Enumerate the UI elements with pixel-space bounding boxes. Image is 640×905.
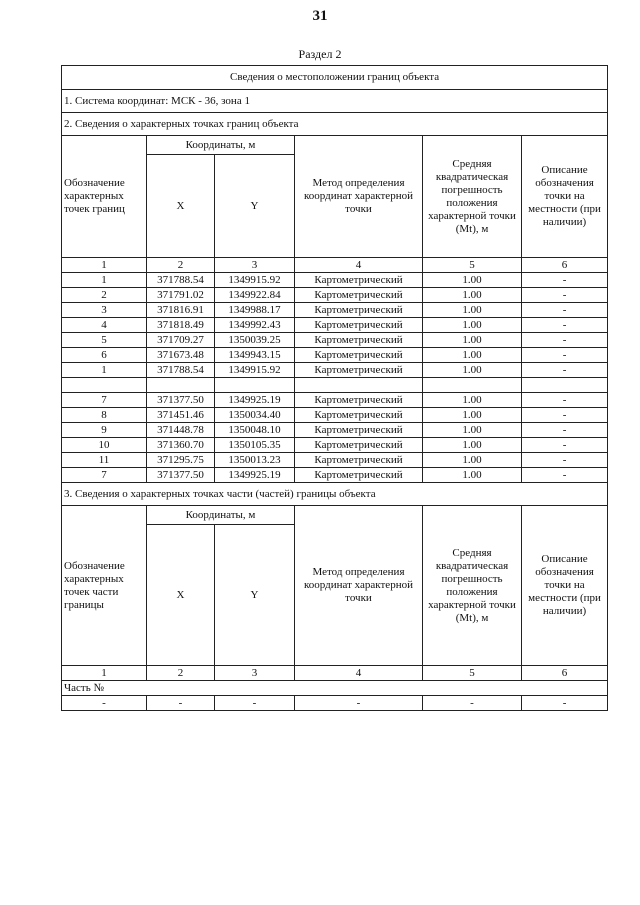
part-cell: - — [522, 696, 608, 711]
table-row — [62, 408, 608, 423]
x-header: X — [147, 155, 215, 258]
empty-cell — [215, 378, 295, 393]
section3-header-row — [62, 506, 608, 525]
x-coordinate: 371788.54 — [147, 363, 215, 378]
table-row — [62, 273, 608, 288]
table-row — [62, 696, 608, 711]
table-row — [62, 468, 608, 483]
table-row — [62, 423, 608, 438]
part-label: Часть № — [62, 681, 608, 696]
table-row — [62, 303, 608, 318]
accuracy-cell: 1.00 — [423, 423, 522, 438]
x-coordinate: 371788.54 — [147, 273, 215, 288]
accuracy-cell: 1.00 — [423, 288, 522, 303]
coords-header: Координаты, м — [147, 506, 295, 525]
description-cell: - — [522, 408, 608, 423]
y-coordinate: 1349943.15 — [215, 348, 295, 363]
coord-system: 1. Система координат: МСК - 36, зона 1 — [62, 90, 608, 113]
x-coordinate: 371360.70 — [147, 438, 215, 453]
part-cell: - — [423, 696, 522, 711]
empty-cell — [423, 378, 522, 393]
section3-title: 3. Сведения о характерных точках части (частей) границы объекта — [62, 483, 608, 506]
part-cell: - — [62, 696, 147, 711]
contour-separator-row — [62, 378, 608, 393]
y-coordinate: 1349992.43 — [215, 318, 295, 333]
column-numbers-row — [62, 258, 608, 273]
empty-cell — [147, 378, 215, 393]
section-label: Раздел 2 — [298, 47, 342, 61]
x-coordinate: 371673.48 — [147, 348, 215, 363]
coord-system-row — [62, 90, 608, 113]
accuracy-cell: 1.00 — [423, 453, 522, 468]
y-coordinate: 1350039.25 — [215, 333, 295, 348]
section3-title-row — [62, 483, 608, 506]
section2-col-number: 2 — [147, 258, 215, 273]
description-header: Описание обозначения точки на местности (при наличии) — [522, 136, 608, 258]
y-coordinate: 1349925.19 — [215, 393, 295, 408]
table-row — [62, 288, 608, 303]
y-coordinate: 1350105.35 — [215, 438, 295, 453]
accuracy-cell: 1.00 — [423, 363, 522, 378]
y-coordinate: 1349988.17 — [215, 303, 295, 318]
x-coordinate: 371451.46 — [147, 408, 215, 423]
accuracy-cell: 1.00 — [423, 468, 522, 483]
point-number: 4 — [62, 318, 147, 333]
empty-cell — [522, 378, 608, 393]
section3-col-number: 4 — [295, 666, 423, 681]
part-cell: - — [147, 696, 215, 711]
section2-col-number: 6 — [522, 258, 608, 273]
designation-header: Обозначение характерных точек границ — [62, 136, 147, 258]
accuracy-cell: 1.00 — [423, 273, 522, 288]
x-header: X — [147, 525, 215, 666]
description-cell: - — [522, 363, 608, 378]
method-header: Метод определения координат характерной точки — [295, 506, 423, 666]
section2-col-number: 1 — [62, 258, 147, 273]
point-number: 3 — [62, 303, 147, 318]
point-number: 10 — [62, 438, 147, 453]
table-row — [62, 393, 608, 408]
x-coordinate: 371295.75 — [147, 453, 215, 468]
empty-cell — [62, 378, 147, 393]
description-cell: - — [522, 393, 608, 408]
section3-col-number: 6 — [522, 666, 608, 681]
method-cell: Картометрический — [295, 288, 423, 303]
x-coordinate: 371818.49 — [147, 318, 215, 333]
accuracy-header: Средняя квадратическая погрешность положения характерной точки (Mt), м — [423, 506, 522, 666]
y-header: Y — [215, 525, 295, 666]
point-number: 7 — [62, 393, 147, 408]
method-cell: Картометрический — [295, 438, 423, 453]
x-coordinate: 371791.02 — [147, 288, 215, 303]
description-cell: - — [522, 453, 608, 468]
column-numbers-row — [62, 666, 608, 681]
x-coordinate: 371709.27 — [147, 333, 215, 348]
y-coordinate: 1349915.92 — [215, 363, 295, 378]
point-number: 8 — [62, 408, 147, 423]
section2-title-row — [62, 113, 608, 136]
table-row — [62, 333, 608, 348]
method-cell: Картометрический — [295, 303, 423, 318]
section3-col-number: 1 — [62, 666, 147, 681]
x-coordinate: 371377.50 — [147, 393, 215, 408]
table-row — [62, 348, 608, 363]
method-cell: Картометрический — [295, 363, 423, 378]
part-label-row — [62, 681, 608, 696]
boundaries-table — [61, 65, 608, 711]
point-number: 9 — [62, 423, 147, 438]
method-cell: Картометрический — [295, 273, 423, 288]
description-cell: - — [522, 333, 608, 348]
method-cell: Картометрический — [295, 333, 423, 348]
method-cell: Картометрический — [295, 468, 423, 483]
table-row — [62, 453, 608, 468]
accuracy-cell: 1.00 — [423, 348, 522, 363]
designation-part-header: Обозначение характерных точек части границы — [62, 506, 147, 666]
accuracy-header: Средняя квадратическая погрешность положения характерной точки (Mt), м — [423, 136, 522, 258]
x-coordinate: 371377.50 — [147, 468, 215, 483]
part-cell: - — [295, 696, 423, 711]
coords-header: Координаты, м — [147, 136, 295, 155]
x-coordinate: 371448.78 — [147, 423, 215, 438]
description-cell: - — [522, 273, 608, 288]
description-cell: - — [522, 468, 608, 483]
accuracy-cell: 1.00 — [423, 393, 522, 408]
description-cell: - — [522, 348, 608, 363]
point-number: 7 — [62, 468, 147, 483]
point-number: 11 — [62, 453, 147, 468]
description-cell: - — [522, 438, 608, 453]
table-title-row — [62, 66, 608, 90]
accuracy-cell: 1.00 — [423, 408, 522, 423]
table-row — [62, 363, 608, 378]
point-number: 2 — [62, 288, 147, 303]
point-number: 5 — [62, 333, 147, 348]
description-cell: - — [522, 423, 608, 438]
x-coordinate: 371816.91 — [147, 303, 215, 318]
section2-col-number: 4 — [295, 258, 423, 273]
method-cell: Картометрический — [295, 453, 423, 468]
y-coordinate: 1349922.84 — [215, 288, 295, 303]
section2-col-number: 5 — [423, 258, 522, 273]
method-cell: Картометрический — [295, 408, 423, 423]
y-coordinate: 1349925.19 — [215, 468, 295, 483]
y-coordinate: 1349915.92 — [215, 273, 295, 288]
table-row — [62, 318, 608, 333]
accuracy-cell: 1.00 — [423, 333, 522, 348]
method-cell: Картометрический — [295, 348, 423, 363]
section3-col-number: 5 — [423, 666, 522, 681]
point-number: 1 — [62, 273, 147, 288]
description-cell: - — [522, 288, 608, 303]
y-coordinate: 1350048.10 — [215, 423, 295, 438]
accuracy-cell: 1.00 — [423, 318, 522, 333]
method-cell: Картометрический — [295, 423, 423, 438]
table-row — [62, 438, 608, 453]
page-number: 31 — [312, 8, 328, 24]
section2-header-row — [62, 136, 608, 155]
method-cell: Картометрический — [295, 318, 423, 333]
y-coordinate: 1350034.40 — [215, 408, 295, 423]
y-coordinate: 1350013.23 — [215, 453, 295, 468]
empty-cell — [295, 378, 423, 393]
method-header: Метод определения координат характерной точки — [295, 136, 423, 258]
accuracy-cell: 1.00 — [423, 303, 522, 318]
part-cell: - — [215, 696, 295, 711]
description-header: Описание обозначения точки на местности (при наличии) — [522, 506, 608, 666]
point-number: 1 — [62, 363, 147, 378]
accuracy-cell: 1.00 — [423, 438, 522, 453]
description-cell: - — [522, 318, 608, 333]
description-cell: - — [522, 303, 608, 318]
table-title: Сведения о местоположении границ объекта — [62, 66, 608, 90]
section2-title: 2. Сведения о характерных точках границ объекта — [62, 113, 608, 136]
section3-col-number: 3 — [215, 666, 295, 681]
method-cell: Картометрический — [295, 393, 423, 408]
section3-col-number: 2 — [147, 666, 215, 681]
point-number: 6 — [62, 348, 147, 363]
y-header: Y — [215, 155, 295, 258]
section2-col-number: 3 — [215, 258, 295, 273]
